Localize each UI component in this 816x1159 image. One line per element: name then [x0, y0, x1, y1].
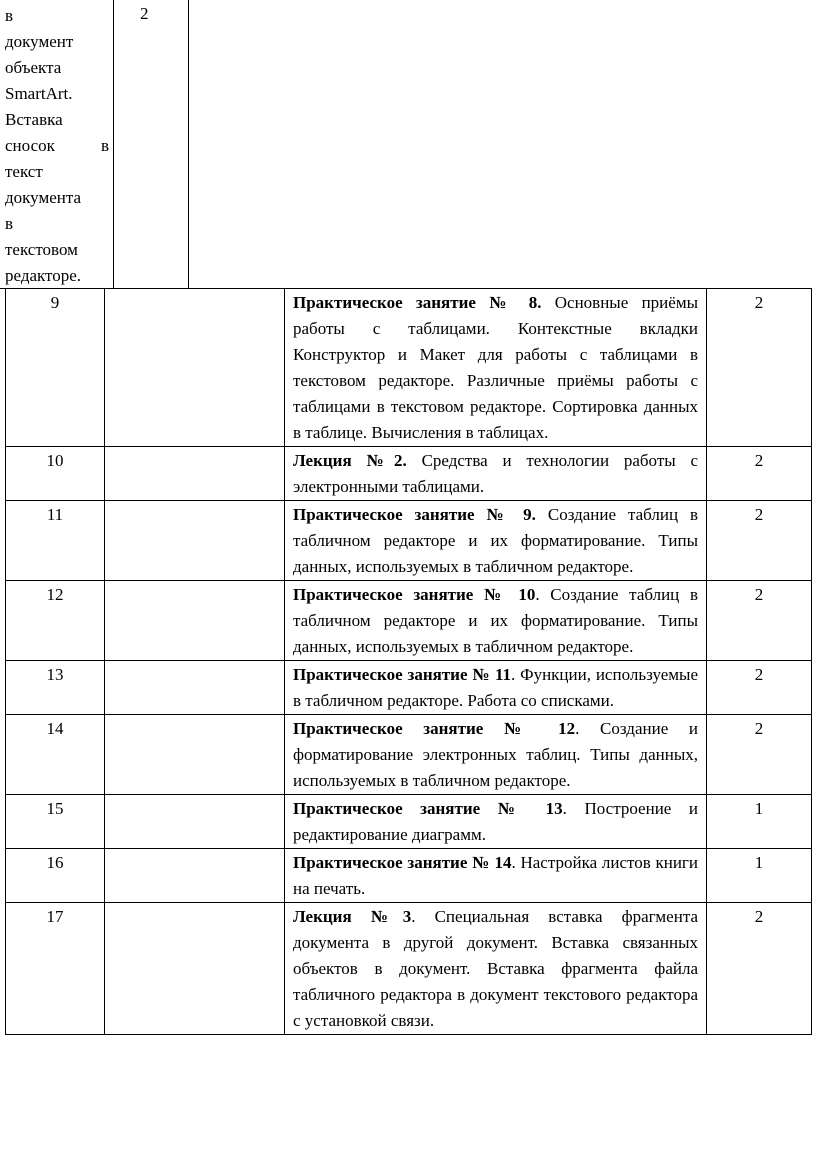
lesson-number: 14	[6, 715, 105, 795]
lesson-text: Средства и технологии работы с электронными таблицами.	[293, 451, 698, 496]
lesson-description	[285, 501, 707, 581]
empty-cell	[105, 447, 285, 501]
fragment-word: в	[100, 136, 109, 155]
fragment-line: текстовом	[5, 240, 78, 259]
empty-cell	[105, 849, 285, 903]
empty-cell	[105, 289, 285, 447]
table-row	[6, 849, 812, 903]
lesson-title: Практическое занятие № 11	[293, 665, 512, 684]
lesson-hours: 2	[707, 715, 812, 795]
empty-cell	[105, 581, 285, 661]
lesson-title: Практическое занятие № 13	[293, 799, 563, 818]
lesson-title: Практическое занятие № 12	[293, 719, 576, 738]
lesson-text: . Настройка листов книги на печать.	[293, 853, 698, 898]
table-fragment	[0, 0, 189, 289]
lesson-hours: 2	[707, 903, 812, 1035]
lesson-number: 10	[6, 447, 105, 501]
lesson-number: 12	[6, 581, 105, 661]
empty-cell	[105, 795, 285, 849]
lesson-description	[285, 581, 707, 661]
fragment-line: SmartArt.	[5, 84, 73, 103]
table-row	[6, 903, 812, 1035]
lesson-text: . Создание таблиц в табличном редакторе и их форматирование. Типы данных, используемых в табличном редакторе.	[293, 585, 699, 656]
fragment-line: в	[5, 6, 14, 25]
lesson-description	[285, 849, 707, 903]
curriculum-table	[5, 288, 812, 1035]
table-row	[6, 661, 812, 715]
fragment-line: объекта	[5, 58, 62, 77]
lesson-number: 16	[6, 849, 105, 903]
lesson-hours: 2	[707, 447, 812, 501]
fragment-text	[5, 3, 109, 289]
lesson-text: . Специальная вставка фрагмента документа в другой документ. Вставка связанных объектов в документ. Вставка фрагмента файла табличного редактора в документ текстового редактора с установкой связи.	[293, 907, 698, 1030]
lesson-description	[285, 795, 707, 849]
lesson-text: Основные приёмы работы с таблицами. Контекстные вкладки Конструктор и Макет для работы с таблицами в текстовом редакторе. Различные приёмы работы с таблицами в текстовом редакторе. Сортировка данных в таблице. Вычисления в таблицах.	[293, 293, 698, 442]
empty-cell	[105, 501, 285, 581]
lesson-description	[285, 289, 707, 447]
lesson-text: . Построение и редактирование диаграмм.	[293, 799, 698, 844]
lesson-number: 9	[6, 289, 105, 447]
lesson-title: Лекция №3	[293, 907, 412, 926]
lesson-title: Практическое занятие № 10	[293, 585, 536, 604]
empty-cell	[105, 903, 285, 1035]
empty-cell	[105, 715, 285, 795]
lesson-title: Лекция №2.	[293, 451, 407, 470]
fragment-line: документ	[5, 32, 74, 51]
table-row	[6, 715, 812, 795]
lesson-description	[285, 661, 707, 715]
fragment-hours: 2	[140, 4, 149, 23]
lesson-description	[285, 903, 707, 1035]
fragment-line: документа	[5, 188, 82, 207]
lesson-number: 13	[6, 661, 105, 715]
table-row	[6, 289, 812, 447]
lesson-number: 17	[6, 903, 105, 1035]
lesson-hours: 1	[707, 849, 812, 903]
lesson-title: Практическое занятие № 14	[293, 853, 512, 872]
lesson-text: . Создание и форматирование электронных таблиц. Типы данных, используемых в табличном редакторе.	[293, 719, 699, 790]
table-row	[6, 795, 812, 849]
lesson-number: 15	[6, 795, 105, 849]
lesson-text: Создание таблиц в табличном редакторе и их форматирование. Типы данных, используемых в табличном редакторе.	[293, 505, 699, 576]
fragment-word: сносок	[5, 136, 55, 155]
lesson-hours: 1	[707, 795, 812, 849]
lesson-hours: 2	[707, 501, 812, 581]
lesson-hours: 2	[707, 289, 812, 447]
lesson-hours: 2	[707, 661, 812, 715]
lesson-description	[285, 715, 707, 795]
lesson-title: Практическое занятие № 8.	[293, 293, 542, 312]
fragment-line: Вставка	[5, 110, 63, 129]
fragment-line: в	[5, 214, 14, 233]
empty-cell	[105, 661, 285, 715]
lesson-description	[285, 447, 707, 501]
lesson-number: 11	[6, 501, 105, 581]
fragment-line: текст	[5, 162, 43, 181]
table-row	[6, 447, 812, 501]
fragment-line-justified	[5, 133, 109, 159]
fragment-line: редакторе.	[5, 266, 82, 285]
fragment-column-divider	[113, 0, 114, 289]
lesson-hours: 2	[707, 581, 812, 661]
lesson-title: Практическое занятие № 9.	[293, 505, 536, 524]
table-row	[6, 581, 812, 661]
table-row	[6, 501, 812, 581]
lesson-text: . Функции, используемые в табличном редакторе. Работа со списками.	[293, 665, 698, 710]
